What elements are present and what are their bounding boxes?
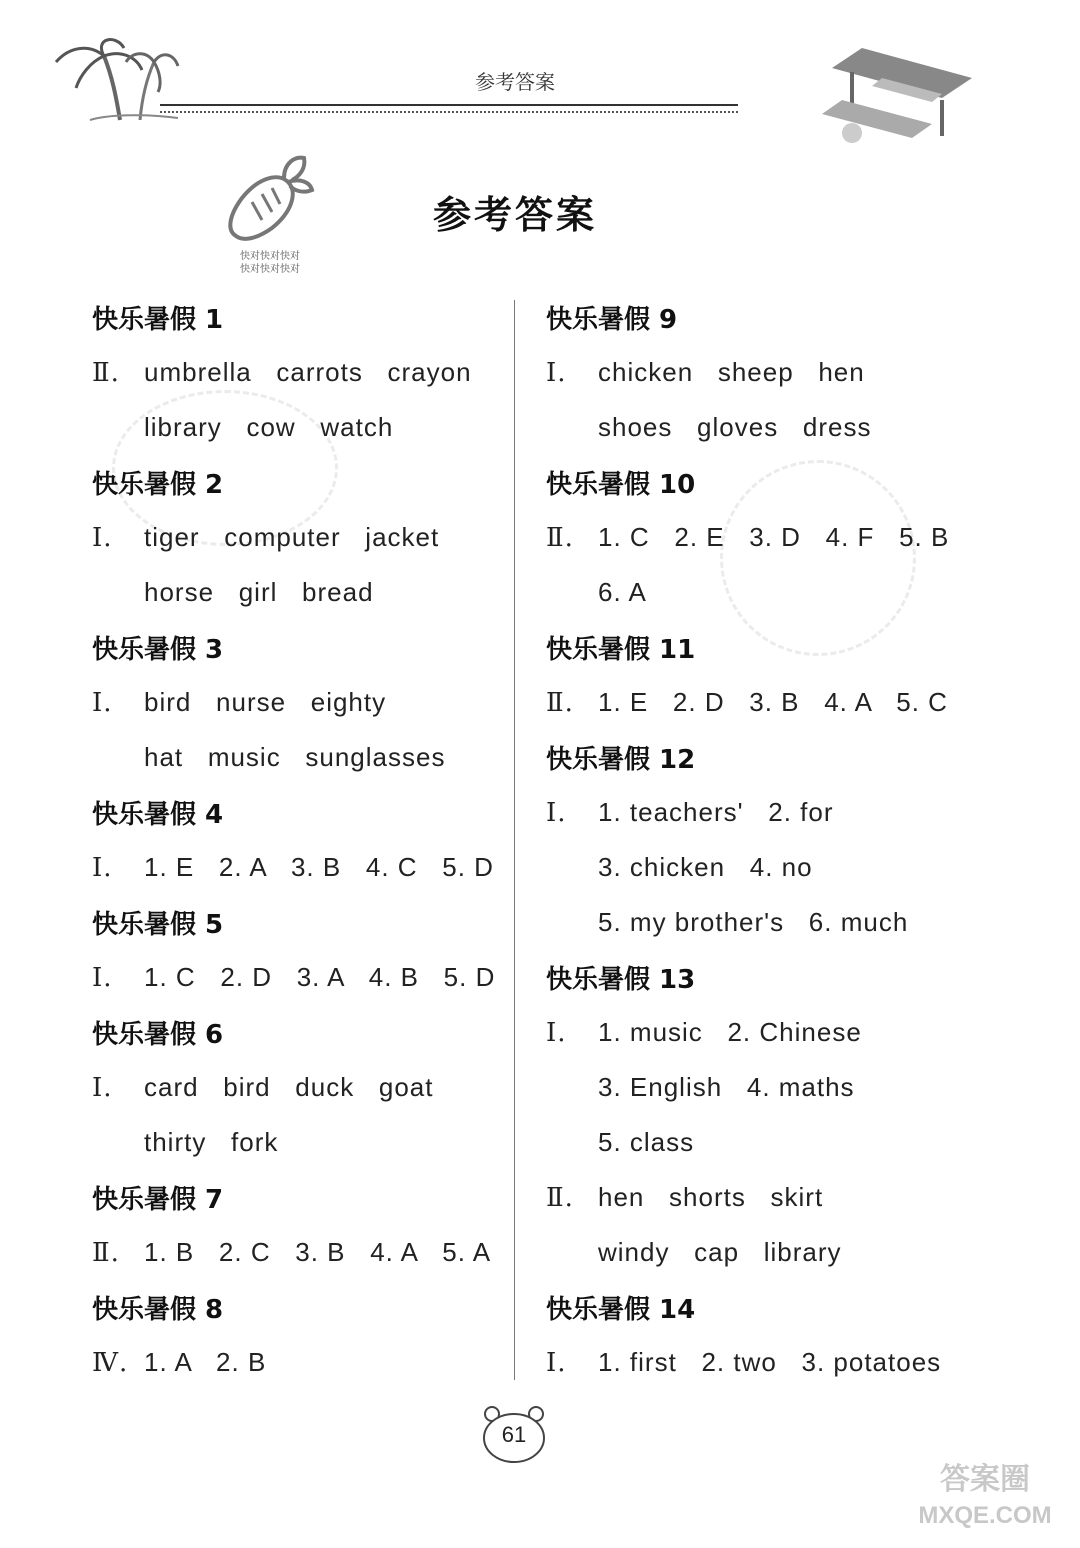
section-heading: 快乐暑假 12 <box>546 745 696 775</box>
answer-line <box>92 1225 502 1280</box>
answer-line: thirty fork <box>144 1127 279 1157</box>
answer-text: 1. teachers' 2. for <box>598 797 834 827</box>
answer-line <box>92 1060 502 1115</box>
question-numeral: Ⅰ. <box>546 1017 567 1048</box>
question-numeral: Ⅰ. <box>92 687 113 718</box>
question-numeral: Ⅰ. <box>92 962 113 993</box>
answers-left-column <box>92 290 502 1390</box>
answer-text: 1. music 2. Chinese <box>598 1017 862 1047</box>
answer-line <box>546 345 966 400</box>
section-heading: 快乐暑假 1 <box>92 305 224 335</box>
page-number <box>478 1402 550 1464</box>
answer-line <box>92 1335 502 1390</box>
question-numeral: Ⅰ. <box>92 1072 113 1103</box>
answer-text: 1. E 2. A 3. B 4. C 5. D <box>144 852 494 882</box>
answer-line <box>92 950 502 1005</box>
answer-line: windy cap library <box>598 1237 842 1267</box>
page-header <box>0 0 1080 160</box>
question-numeral: Ⅰ. <box>546 357 567 388</box>
answer-line: 3. English 4. maths <box>598 1072 855 1102</box>
section-heading: 快乐暑假 13 <box>546 965 696 995</box>
question-numeral: Ⅱ. <box>546 522 574 553</box>
question-numeral: Ⅱ. <box>546 1182 574 1213</box>
section-heading: 快乐暑假 14 <box>546 1295 696 1325</box>
column-divider <box>514 300 515 1380</box>
answer-line <box>92 510 502 565</box>
answer-line: 5. my brother's 6. much <box>598 907 909 937</box>
section-heading: 快乐暑假 2 <box>92 470 224 500</box>
section-heading: 快乐暑假 7 <box>92 1185 224 1215</box>
answer-line <box>92 675 502 730</box>
logo-caption <box>222 250 318 276</box>
picnic-tables-icon <box>822 38 982 158</box>
question-numeral: Ⅱ. <box>546 687 574 718</box>
section-heading: 快乐暑假 8 <box>92 1295 224 1325</box>
section-heading: 快乐暑假 10 <box>546 470 696 500</box>
answer-line <box>546 675 966 730</box>
page-title: 参考答案 <box>432 193 597 237</box>
section-heading: 快乐暑假 4 <box>92 800 224 830</box>
header-dotted-rule <box>160 111 738 113</box>
answer-text: card bird duck goat <box>144 1072 434 1102</box>
question-numeral: Ⅰ. <box>546 1347 567 1378</box>
answer-line <box>546 1170 966 1225</box>
site-watermark <box>900 1462 1070 1534</box>
answer-text: 1. C 2. D 3. A 4. B 5. D <box>144 962 496 992</box>
question-numeral: Ⅰ. <box>92 522 113 553</box>
section-heading: 快乐暑假 5 <box>92 910 224 940</box>
answer-text: umbrella carrots crayon <box>144 357 472 387</box>
answer-text: 1. E 2. D 3. B 4. A 5. C <box>598 687 948 717</box>
answer-text: chicken sheep hen <box>598 357 865 387</box>
answer-text: 1. C 2. E 3. D 4. F 5. B <box>598 522 950 552</box>
watermark-line: MXQE.COM <box>918 1502 1052 1529</box>
watermark-line: 答案圈 <box>940 1463 1030 1496</box>
question-numeral: Ⅰ. <box>92 852 113 883</box>
logo-caption-line: 快对快对快对 <box>240 264 300 275</box>
answer-line <box>92 345 502 400</box>
question-numeral: Ⅰ. <box>546 797 567 828</box>
answer-text: 1. B 2. C 3. B 4. A 5. A <box>144 1237 492 1267</box>
answer-line <box>546 510 966 565</box>
answer-line <box>546 1005 966 1060</box>
answers-right-column <box>546 290 966 1390</box>
answer-text: 1. first 2. two 3. potatoes <box>598 1347 942 1377</box>
header-rule <box>160 104 738 106</box>
answer-text: tiger computer jacket <box>144 522 440 552</box>
answer-line: 3. chicken 4. no <box>598 852 813 882</box>
answer-line: hat music sunglasses <box>144 742 446 772</box>
header-label: 参考答案 <box>475 72 555 94</box>
answer-line: 6. A <box>598 577 647 607</box>
answer-text: bird nurse eighty <box>144 687 387 717</box>
answer-line <box>92 840 502 895</box>
answer-line: 5. class <box>598 1127 695 1157</box>
page-number-text: 61 <box>501 1422 527 1447</box>
section-heading: 快乐暑假 3 <box>92 635 224 665</box>
logo-caption-line: 快对快对快对 <box>240 251 300 262</box>
section-heading: 快乐暑假 9 <box>546 305 678 335</box>
answer-line <box>546 1335 966 1390</box>
answer-text: 1. A 2. B <box>144 1347 267 1377</box>
question-numeral: Ⅱ. <box>92 357 120 388</box>
answer-text: hen shorts skirt <box>598 1182 824 1212</box>
section-heading: 快乐暑假 6 <box>92 1020 224 1050</box>
answer-line <box>546 785 966 840</box>
question-numeral: Ⅱ. <box>92 1237 120 1268</box>
question-numeral: Ⅳ. <box>92 1347 129 1378</box>
section-heading: 快乐暑假 11 <box>546 635 696 665</box>
answer-line: library cow watch <box>144 412 394 442</box>
answer-line: shoes gloves dress <box>598 412 872 442</box>
answer-line: horse girl bread <box>144 577 374 607</box>
